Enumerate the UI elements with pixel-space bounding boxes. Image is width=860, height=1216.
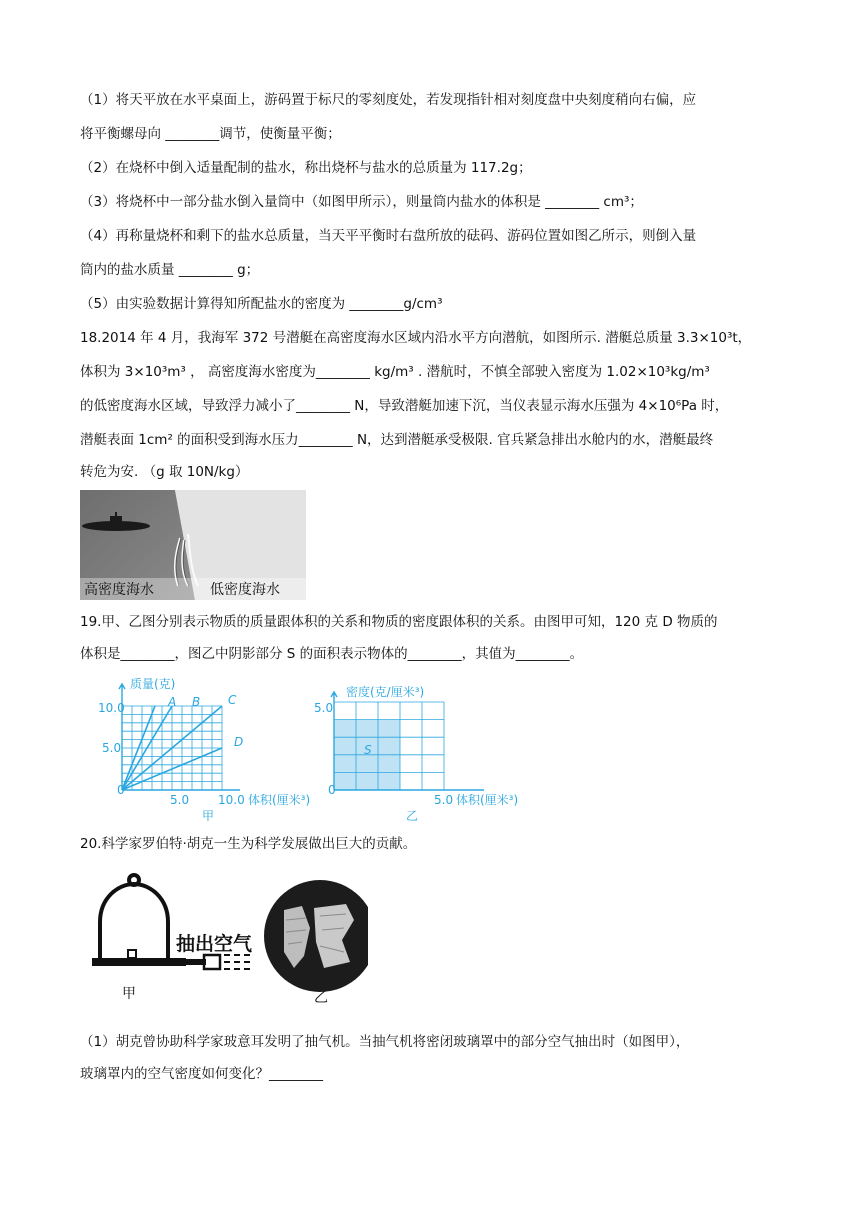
q18-line4: 潜艇表面 1cm² 的面积受到海水压力________ N，达到潜艇承受极限. 官兵紧急排出水舱内的水，潜艇最终 <box>80 432 714 448</box>
q17-step4-line1: （4）再称量烧杯和剩下的盐水总质量，当天平平衡时右盘所放的砝码、游码位置如图乙所示，则倒入量 <box>80 228 697 244</box>
chart-b-ytick: 5.0 <box>314 701 334 715</box>
low-density-label: 低密度海水 <box>210 582 280 598</box>
vacuum-experiment-figure <box>88 870 368 1010</box>
q20-step1-line1: （1）胡克曾协助科学家玻意耳发明了抽气机。当抽气机将密闭玻璃罩中的部分空气抽出时（如图甲）， <box>80 1034 690 1050</box>
chart-b-ylabel: 密度(克/厘米³) <box>346 685 425 699</box>
chart-b-xtick: 5.0 <box>434 793 454 807</box>
base-plate <box>92 958 186 966</box>
chart-a-caption: 甲 <box>202 809 215 823</box>
q19-line2: 体积是________，图乙中阴影部分 S 的面积表示物体的________，其值为________。 <box>80 646 584 662</box>
chart-a-ytick-10: 10.0 <box>98 701 125 715</box>
q20-line1: 20.科学家罗伯特·胡克一生为科学发展做出巨大的贡献。 <box>80 836 417 852</box>
chart-b-caption: 乙 <box>406 809 419 823</box>
figure-b-caption: 乙 <box>314 990 328 1006</box>
q19-line1: 19.甲、乙图分别表示物质的质量跟体积的关系和物质的密度跟体积的关系。由图甲可知，120 克 D 物质的 <box>80 614 718 630</box>
chart-a-origin: 0 <box>117 783 125 797</box>
line-b-label: B <box>192 695 201 709</box>
bell-jar-icon <box>100 875 168 960</box>
valve-icon <box>204 955 220 969</box>
pump-air-label: 抽出空气 <box>176 933 253 955</box>
airflow-dots <box>224 954 250 970</box>
figure-a-caption: 甲 <box>122 986 136 1002</box>
q17-step1-line2: 将平衡螺母向 ________调节，使衡量平衡； <box>80 126 341 142</box>
chart-a-xlabel: 体积(厘米³) <box>248 793 311 807</box>
submarine-figure <box>80 490 306 600</box>
q18-line2: 体积为 3×10³m³ ， 高密度海水密度为________ kg/m³ . 潜航时，不慎全部驶入密度为 1.02×10³kg/m³ <box>80 364 710 380</box>
q17-step2: （2）在烧杯中倒入适量配制的盐水，称出烧杯与盐水的总质量为 117.2g； <box>80 160 532 176</box>
q18-line5: 转危为安. （g 取 10N/kg） <box>80 464 249 480</box>
microscope-image <box>264 880 368 992</box>
q17-step4-line2: 筒内的盐水质量 ________ g； <box>80 262 260 278</box>
q17-step5: （5）由实验数据计算得知所配盐水的密度为 ________g/cm³ <box>80 296 443 312</box>
line-d-label: D <box>234 735 244 749</box>
line-c-label: C <box>228 693 237 707</box>
inner-object <box>128 950 136 958</box>
chart-a-ylabel: 质量(克) <box>130 677 176 691</box>
chart-density-volume <box>310 674 550 824</box>
chart-mass-volume <box>88 674 318 824</box>
q17-step3: （3）将烧杯中一部分盐水倒入量筒中（如图甲所示），则量筒内盐水的体积是 ________ cm³； <box>80 194 643 210</box>
chart-a-xtick-5: 5.0 <box>170 793 190 807</box>
q20-step1-line2: 玻璃罩内的空气密度如何变化？________ <box>80 1066 323 1082</box>
chart-b-origin: 0 <box>328 783 336 797</box>
region-s-label: S <box>364 743 372 757</box>
q17-step1-line1: （1）将天平放在水平桌面上，游码置于标尺的零刻度处，若发现指针相对刻度盘中央刻度稍向右偏，应 <box>80 92 697 108</box>
q18-line1: 18.2014 年 4 月，我海军 372 号潜艇在高密度海水区域内沿水平方向潜航，如图所示. 潜艇总质量 3.3×10³t， <box>80 330 752 346</box>
chart-a-ytick-5: 5.0 <box>102 741 122 755</box>
y-axis <box>119 684 125 790</box>
high-density-label: 高密度海水 <box>84 582 154 598</box>
q18-line3: 的低密度海水区域，导致浮力减小了________ N，导致潜艇加速下沉，当仪表显示海水压强为 4×10⁶Pa 时， <box>80 398 729 414</box>
chart-a-xtick-10: 10.0 <box>218 793 245 807</box>
line-a-label: A <box>168 695 177 709</box>
chart-b-xlabel: 体积(厘米³) <box>456 793 519 807</box>
